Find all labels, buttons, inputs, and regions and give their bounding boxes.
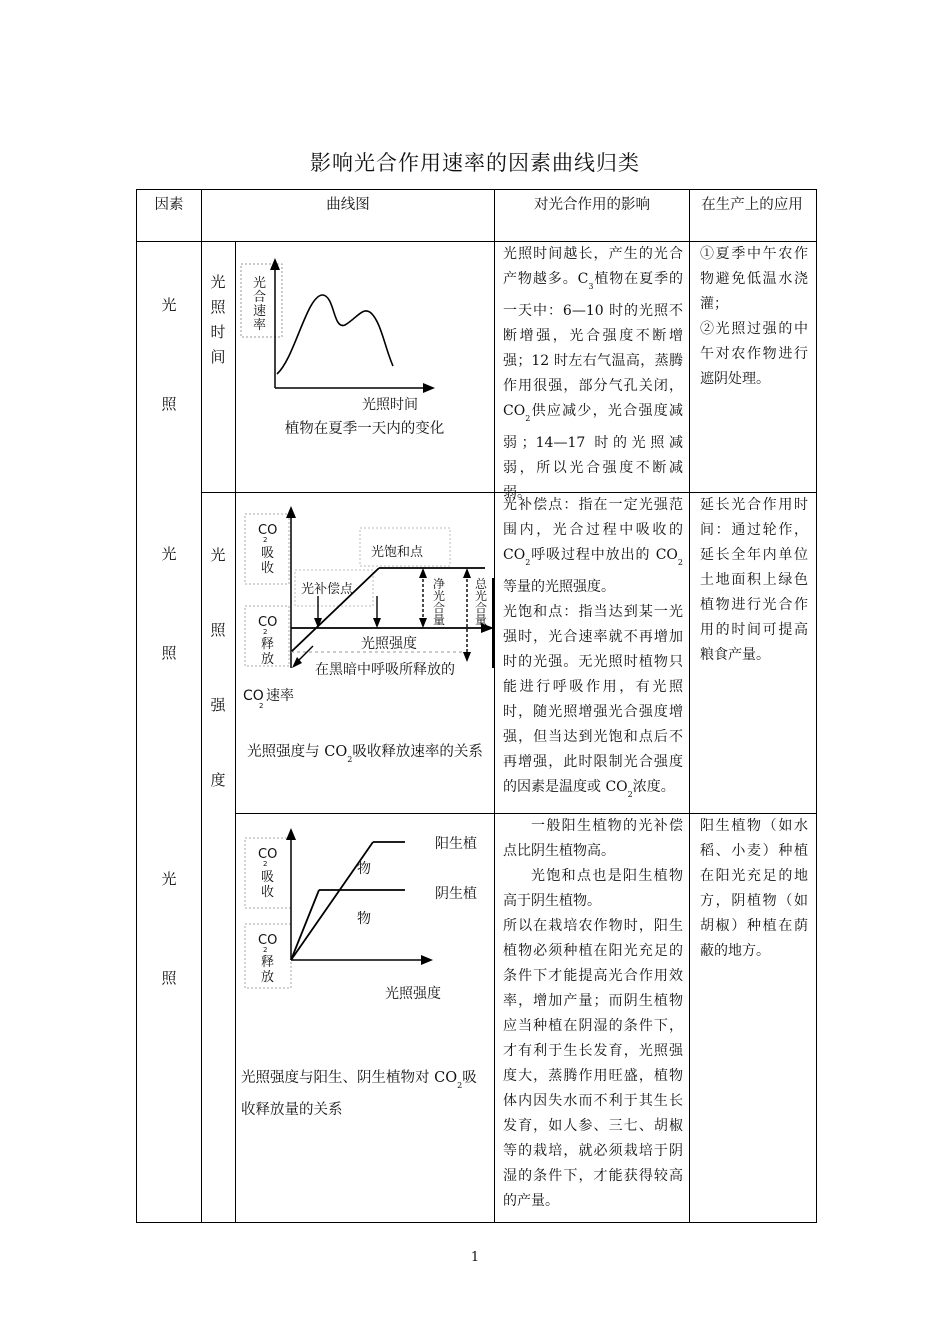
total-char: 合	[475, 601, 488, 615]
header-application: 在生产上的应用	[701, 197, 803, 213]
effect-sun-shade-plants	[503, 814, 683, 1214]
chart-light-intensity	[237, 496, 495, 716]
xlabel: 光照时间	[362, 397, 418, 413]
total-char: 总	[475, 577, 488, 591]
application-light-duration: ①夏季中午农作物避免低温水浇灌； ②光照过强的中午对农作物进行遮阴处理。	[700, 246, 808, 387]
factor-char: 光	[161, 545, 177, 563]
sun-plant-label: 物	[357, 861, 371, 877]
total-arrow-up	[463, 568, 471, 578]
subscript: 2	[627, 790, 633, 799]
subscript: 2	[457, 1081, 463, 1090]
subscript: 3	[588, 282, 594, 291]
effect-text: 等量的光照强度。	[503, 579, 615, 595]
factor-char: 照	[161, 395, 177, 413]
sun-plant-label: 阳生植	[435, 836, 477, 852]
effect-light-intensity	[503, 493, 683, 807]
chart-caption	[241, 1066, 491, 1122]
absorb-char: 收	[261, 561, 275, 576]
net-arrow-down	[419, 618, 427, 628]
saturation-label: 光饱和点	[371, 545, 424, 560]
sub-factor-light-duration	[208, 270, 228, 370]
net-char: 量	[433, 613, 446, 627]
sub-factor-char: 光	[210, 546, 226, 564]
effect-text: 供应减少，光合强度减弱；14—17 时的光照减弱，所以光合强度不断减弱。	[503, 403, 683, 501]
page-number: 1	[470, 1250, 480, 1265]
ylabel-char: 合	[253, 290, 267, 305]
compensation-label: 光补偿点	[301, 582, 354, 597]
page-title: 影响光合作用速率的因素曲线归类	[310, 151, 640, 175]
application-sun-shade-plants: 阳生植物（如水稻、小麦）种植在阳光充足的地方，阴植物（如胡椒）种植在荫蔽的地方。	[700, 818, 808, 959]
net-char: 合	[433, 601, 446, 615]
absorb-char: 收	[261, 885, 275, 900]
effect-light-duration	[503, 242, 683, 506]
col-divider	[235, 241, 236, 1222]
factor-table	[136, 189, 817, 1223]
subscript: 2	[347, 755, 353, 764]
net-arrow-up	[419, 568, 427, 578]
total-arrow-down	[463, 652, 471, 662]
caption-text: 吸收释放量的关系	[241, 1070, 477, 1118]
net-char: 光	[433, 589, 446, 603]
effect-text: 浓度。	[632, 779, 675, 795]
col-divider	[689, 190, 690, 1222]
sub-factor-char: 光	[210, 273, 226, 291]
subscript: 2	[525, 414, 531, 423]
y-axis-arrow	[286, 828, 296, 840]
sub-factor-char: 照	[210, 621, 226, 639]
effect-text: 光照时间越长，产生的光合产物越多。C	[503, 246, 683, 287]
absorb-label: CO	[258, 847, 278, 862]
effect-text: 光饱和点：指当达到某一光强时，光合速率就不再增加时的光强。无光照时植物只能进行呼吸作用，有光照时，随光照增强光合强度增强，但当达到光饱和点后不再增强，此时限制光合强度的因素是温度或 CO	[503, 604, 683, 795]
sub-factor-char: 间	[210, 348, 226, 366]
sub-factor-char: 强	[210, 696, 226, 714]
dark-note-sub: 2	[259, 702, 264, 710]
release-label: CO	[258, 933, 278, 948]
saturation-arrow-head	[373, 618, 381, 628]
caption-text: 光照强度与 CO	[247, 744, 348, 760]
release-char: 释	[261, 637, 275, 652]
sub-factor-light-intensity	[208, 543, 228, 793]
header-curve: 曲线图	[326, 197, 370, 213]
ylabel-char: 速	[253, 304, 267, 319]
factor-char: 照	[161, 644, 177, 662]
application-light-intensity: 延长光合作用时间：通过轮作，延长全年内单位土地面积上绿色植物进行光合作用的时间可提高粮食产量。	[700, 497, 808, 663]
header-effect: 对光合作用的影响	[534, 197, 650, 213]
dark-note-rate: 速率	[266, 688, 294, 704]
col-divider	[201, 190, 202, 1222]
factor-char: 光	[161, 870, 177, 888]
chart-sun-shade-plants	[237, 820, 493, 1030]
release-char: 释	[261, 955, 275, 970]
x-axis-arrow	[421, 955, 433, 965]
subscript: 2	[677, 558, 683, 567]
factor-char: 照	[161, 969, 177, 987]
chart-caption: 植物在夏季一天内的变化	[284, 421, 445, 437]
sun-plant-curve	[291, 842, 373, 960]
shade-plant-label: 阴生植	[435, 886, 477, 902]
dark-note-co2: CO	[243, 688, 264, 704]
caption-text: 吸收释放速率的关系	[352, 744, 483, 760]
absorb-char: 吸	[261, 870, 275, 885]
effect-paragraph: 光饱和点也是阳生植物高于阴生植物。	[503, 868, 683, 909]
release-char: 放	[261, 652, 275, 667]
sub-factor-char: 照	[210, 298, 226, 316]
effect-paragraph: 所以在栽培农作物时，阳生植物必须种植在阳光充足的条件下才能提高光合作用效率，增加产量；而阴生植物应当种植在阴湿的条件下，才有利于生长发育，光照强度大，蒸腾作用旺盛，植物体内因失水而不利于其生长发育，如人参、三七、胡椒等的栽培，就必须栽培于阴湿的条件下，才能获得较高的产量。	[503, 918, 683, 1209]
sub-factor-char: 度	[210, 771, 226, 789]
caption-text: 光照强度与阳生、阴生植物对 CO	[241, 1070, 458, 1086]
absorb-sub: 2	[263, 536, 268, 544]
header-factor: 因素	[154, 197, 184, 213]
ylabel-char: 光	[253, 276, 267, 291]
ylabel-char: 率	[253, 318, 267, 333]
sub-factor-char: 时	[210, 323, 226, 341]
x-axis-arrow	[423, 383, 435, 393]
net-char: 净	[433, 577, 446, 591]
release-char: 放	[261, 970, 275, 985]
axis-frame-edge	[492, 578, 495, 668]
xlabel: 光照强度	[385, 986, 441, 1002]
release-sub: 2	[263, 946, 268, 954]
release-sub: 2	[263, 628, 268, 636]
absorb-label: CO	[258, 523, 278, 538]
total-char: 光	[475, 589, 488, 603]
y-axis-arrow	[286, 506, 296, 518]
chart-caption	[236, 740, 494, 772]
chart-light-duration	[237, 246, 493, 436]
effect-text: 呼吸过程中放出的 CO	[530, 547, 678, 563]
dark-note: 在黑暗中呼吸所释放的	[315, 662, 455, 678]
shade-plant-label: 物	[357, 911, 371, 927]
effect-paragraph: 一般阳生植物的光补偿点比阴生植物高。	[503, 818, 683, 859]
absorb-char: 吸	[261, 546, 275, 561]
rate-curve	[277, 295, 393, 374]
total-char: 量	[475, 613, 488, 627]
release-label: CO	[258, 615, 278, 630]
absorb-sub: 2	[263, 860, 268, 868]
xlabel: 光照强度	[361, 636, 417, 652]
subscript: 2	[525, 558, 531, 567]
effect-text: 植物在夏季的一天中：6—10 时的光照不断增强，光合强度不断增强；12 时左右气温高，蒸腾作用很强，部分气孔关闭，CO	[503, 271, 683, 419]
effect-text: 光补偿点：指在一定光强范围内，光合过程中吸收的 CO	[503, 497, 683, 563]
factor-char: 光	[161, 296, 177, 314]
